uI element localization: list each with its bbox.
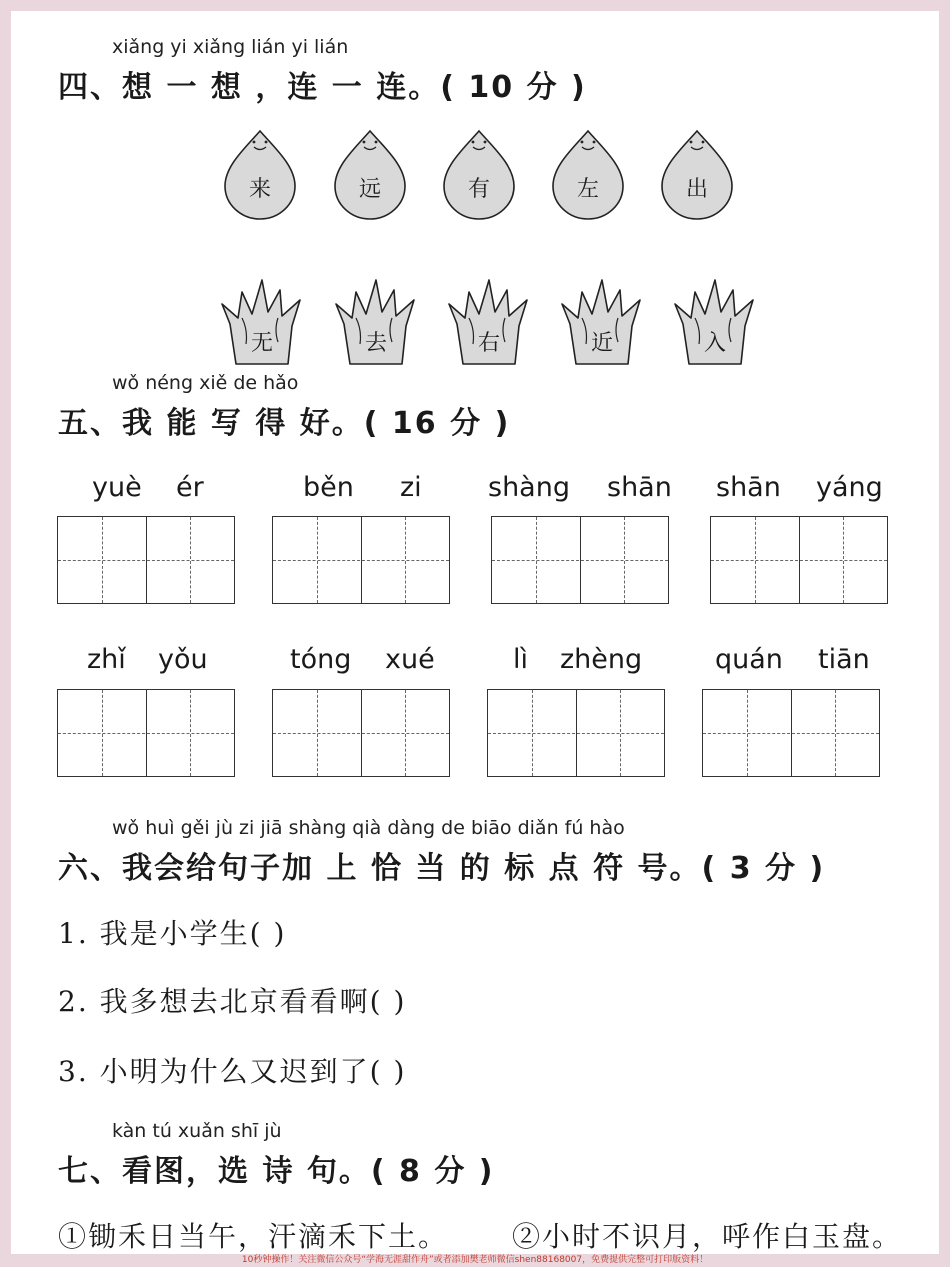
drop-card-2[interactable] [333,128,407,222]
drop-card-3[interactable] [442,128,516,222]
grass-card-4[interactable] [560,278,644,366]
writing-grid[interactable] [487,689,665,777]
section6-title: 六、我会给句子加 上 恰 当 的 标 点 符 号。( 3 分 ) [58,851,826,886]
grass-card-1[interactable] [220,278,304,366]
writing-grid[interactable] [710,516,888,604]
section4-title: 四、想 一 想 ，连 一 连。( 10 分 ) [58,70,587,105]
writing-grid[interactable] [702,689,880,777]
word-pinyin: tóng [290,644,352,675]
drop-label: 左 [576,177,599,202]
grass-label: 近 [590,331,613,356]
section5-title: 五、我 能 写 得 好。( 16 分 ) [58,406,511,441]
section7-pinyin: kàn tú xuǎn shī jù [112,1120,282,1142]
word-pinyin: yǒu [158,644,208,675]
grass-label: 无 [250,331,273,356]
grass-label: 入 [703,331,726,356]
word-pinyin: zhǐ [87,644,126,675]
question-item: 1. 我是小学生( ) [58,917,287,950]
grass-card-3[interactable] [447,278,531,366]
word-pinyin: shān [716,472,781,503]
word-pinyin: xué [385,644,435,675]
word-pinyin: yuè [92,472,142,503]
writing-grid[interactable] [272,689,450,777]
writing-grid[interactable] [57,516,235,604]
section5-pinyin: wǒ néng xiě de hǎo [112,372,299,394]
drop-label: 来 [248,177,271,202]
poem-option-2: ②小时不识月，呼作白玉盘。 [512,1220,903,1253]
writing-grid[interactable] [57,689,235,777]
drop-card-4[interactable] [551,128,625,222]
word-pinyin: quán [715,644,783,675]
section6-pinyin: wǒ huì gěi jù zi jiā shàng qià dàng de biāo diǎn fú hào [112,817,625,839]
word-pinyin: shàng [488,472,570,503]
writing-grid[interactable] [491,516,669,604]
question-item: 2. 我多想去北京看看啊( ) [58,985,407,1018]
grass-label: 右 [477,331,500,356]
footer-notice: 10秒钟操作！关注微信公众号“学海无涯甜作舟”或者添加樊老师微信shen88168007，免费提供完整可打印版资料！ [241,1255,709,1265]
section7-title: 七、看图，选 诗 句。( 8 分 ) [58,1154,495,1189]
drop-label: 出 [685,177,708,202]
grass-card-2[interactable] [334,278,418,366]
word-pinyin: zi [400,472,422,503]
word-pinyin: lì [513,644,529,675]
poem-option-1: ①锄禾日当午，汗滴禾下土。 [58,1220,449,1253]
word-pinyin: ér [176,472,204,503]
word-pinyin: shān [607,472,672,503]
drop-card-1[interactable] [223,128,297,222]
question-item: 3. 小明为什么又迟到了( ) [58,1055,407,1088]
word-pinyin: běn [303,472,354,503]
writing-grid[interactable] [272,516,450,604]
drop-label: 有 [467,177,490,202]
word-pinyin: yáng [816,472,883,503]
word-pinyin: zhèng [560,644,643,675]
section4-pinyin: xiǎng yi xiǎng lián yi lián [112,36,349,58]
grass-label: 去 [364,331,387,356]
drop-label: 远 [358,177,381,202]
word-pinyin: tiān [818,644,870,675]
drop-card-5[interactable] [660,128,734,222]
grass-card-5[interactable] [673,278,757,366]
